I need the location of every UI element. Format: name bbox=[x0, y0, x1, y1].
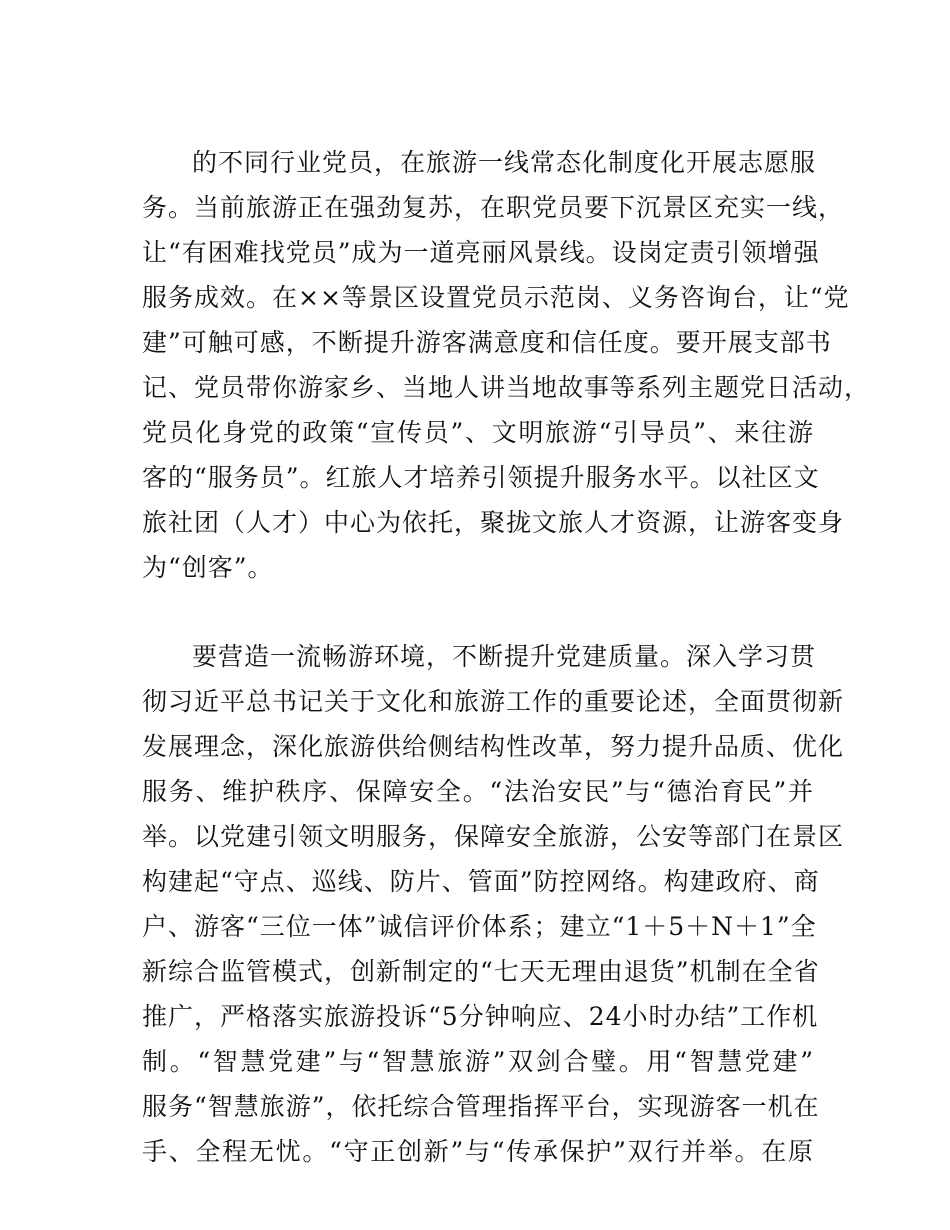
text-line: 服务成效。在××等景区设置党员示范岗、义务咨询台，让“党 bbox=[142, 283, 850, 312]
text-line: 务。当前旅游正在强劲复苏，在职党员要下沉景区充实一线， bbox=[142, 193, 845, 222]
text-line: 客的“服务员”。红旅人才培养引领提升服务水平。以社区文 bbox=[142, 463, 820, 492]
text-line: 服务“智慧旅游”，依托综合管理指挥平台，实现游客一机在 bbox=[142, 1092, 820, 1121]
text-line: 要营造一流畅游环境，不断提升党建质量。深入学习贯 bbox=[192, 642, 817, 671]
text-line: 建”可触可感，不断提升游客满意度和信任度。要开展支部书 bbox=[142, 328, 832, 357]
text-line: 的不同行业党员，在旅游一线常态化制度化开展志愿服 bbox=[192, 148, 817, 177]
text-line: 举。以党建引领文明服务，保障安全旅游，公安等部门在景区 bbox=[142, 822, 845, 851]
text-line: 彻习近平总书记关于文化和旅游工作的重要论述，全面贯彻新 bbox=[142, 687, 845, 716]
text-line: 党员化身党的政策“宣传员”、文明旅游“引导员”、来往游 bbox=[142, 418, 814, 447]
text-line: 旅社团（人才）中心为依托，聚拢文旅人才资源，让游客变身 bbox=[142, 508, 845, 537]
text-line: 记、党员带你游家乡、当地人讲当地故事等系列主题党日活动， bbox=[142, 373, 871, 402]
text-line: 制。“智慧党建”与“智慧旅游”双剑合璧。用“智慧党建” bbox=[142, 1047, 814, 1076]
text-line: 新综合监管模式，创新制定的“七天无理由退货”机制在全省 bbox=[142, 957, 820, 986]
text-line: 构建起“守点、巡线、防片、管面”防控网络。构建政府、商 bbox=[142, 867, 820, 896]
paragraph-1 bbox=[142, 140, 871, 590]
text-line: 手、全程无忧。“守正创新”与“传承保护”双行并举。在原 bbox=[142, 1137, 814, 1166]
text-line: 户、游客“三位一体”诚信评价体系；建立“1＋5＋N＋1”全 bbox=[142, 912, 817, 941]
paragraph-2 bbox=[142, 634, 845, 1174]
text-line: 发展理念，深化旅游供给侧结构性改革，努力提升品质、优化 bbox=[142, 732, 845, 761]
text-line: 推广，严格落实旅游投诉“5分钟响应、24小时办结”工作机 bbox=[142, 1002, 819, 1031]
text-line: 服务、维护秩序、保障安全。“法治安民”与“德治育民”并 bbox=[142, 777, 814, 806]
text-line: 让“有困难找党员”成为一道亮丽风景线。设岗定责引领增强 bbox=[142, 238, 820, 267]
text-line: 为“创客”。 bbox=[142, 553, 274, 582]
